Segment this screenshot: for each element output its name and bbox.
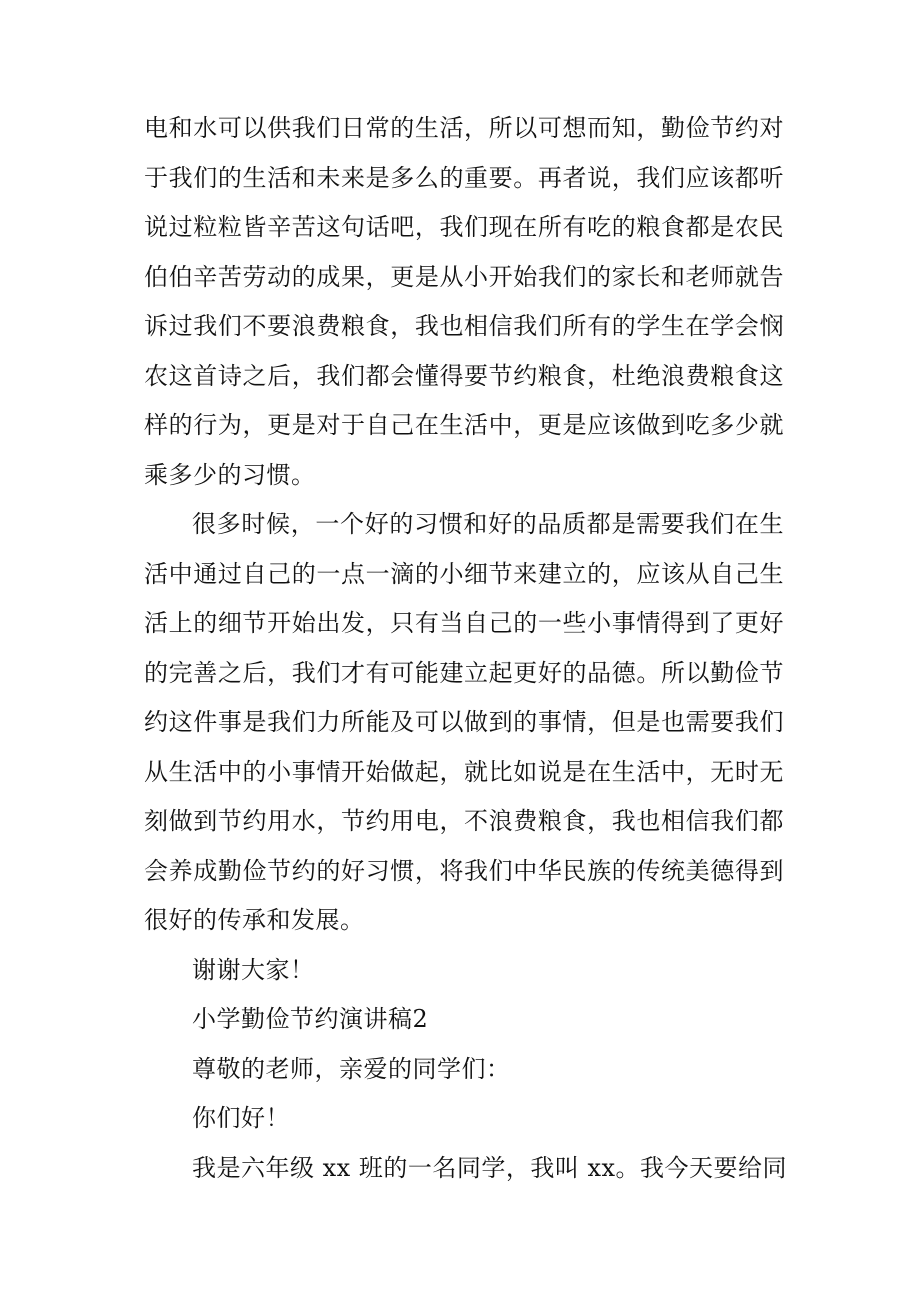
text-line: 的完善之后，我们才有可能建立起更好的品德。所以勤俭节: [144, 658, 784, 687]
paragraph-habits: [144, 500, 784, 946]
salutation-line: 尊敬的老师，亲爱的同学们：: [192, 1054, 511, 1083]
text-line: 活中通过自己的一点一滴的小细节来建立的，应该从自己生: [144, 559, 784, 588]
text-line: 会养成勤俭节约的好习惯，将我们中华民族的传统美德得到: [144, 856, 784, 885]
text-line: 很好的传承和发展。: [144, 906, 365, 934]
text-line: 从生活中的小事情开始做起，就比如说是在生活中，无时无: [144, 757, 784, 786]
text-line: 说过粒粒皆辛苦这句话吧，我们现在所有吃的粮食都是农民: [144, 213, 784, 241]
text-line: 伯伯辛苦劳动的成果，更是从小开始我们的家长和老师就告: [144, 262, 784, 291]
text-line: 很多时候，一个好的习惯和好的品质都是需要我们在生: [192, 510, 784, 538]
text-line: 乘多少的习惯。: [144, 460, 316, 489]
text-line: 电和水可以供我们日常的生活，所以可想而知，勤俭节约对: [144, 114, 784, 142]
thanks-line: 谢谢大家！: [192, 955, 315, 984]
document-body: [144, 104, 788, 1193]
greeting-line: 你们好！: [192, 1104, 290, 1132]
paragraph-continuation: [144, 104, 784, 500]
text-line: 约这件事是我们力所能及可以做到的事情，但是也需要我们: [144, 708, 784, 736]
text-line: 于我们的生活和未来是多么的重要。再者说，我们应该都听: [144, 163, 784, 192]
text-line: 诉过我们不要浪费粮食，我也相信我们所有的学生在学会悯: [144, 312, 784, 340]
intro-paragraph: 我是六年级 xx 班的一名同学，我叫 xx。我今天要给同: [192, 1153, 788, 1182]
speech-title: 小学勤俭节约演讲稿2: [192, 1005, 429, 1033]
text-line: 活上的细节开始出发，只有当自己的一些小事情得到了更好: [144, 609, 784, 637]
text-line: 刻做到节约用水，节约用电，不浪费粮食，我也相信我们都: [144, 807, 784, 835]
text-line: 样的行为，更是对于自己在生活中，更是应该做到吃多少就: [144, 411, 784, 439]
text-line: 农这首诗之后，我们都会懂得要节约粮食，杜绝浪费粮食这: [144, 361, 784, 390]
